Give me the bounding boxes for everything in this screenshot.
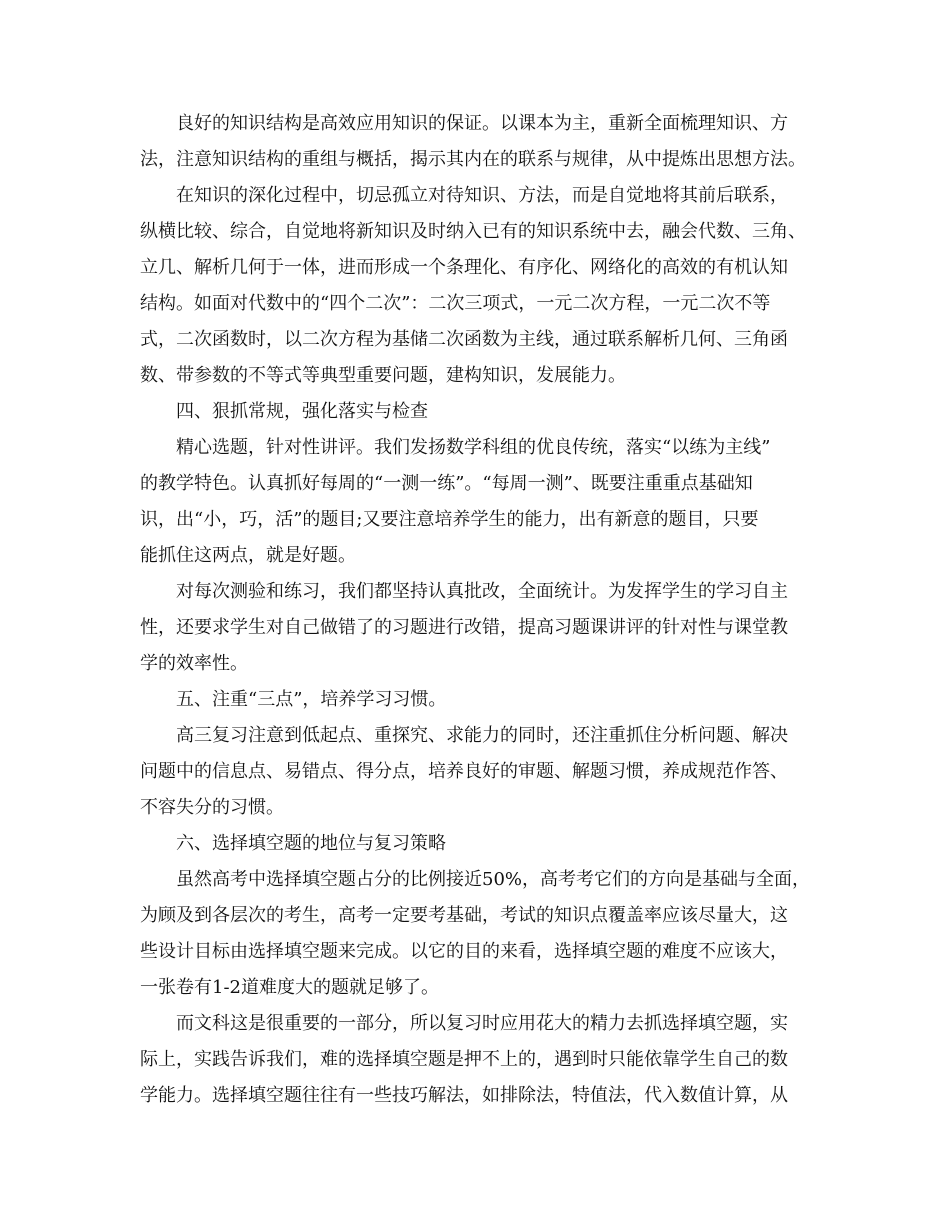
- paragraph-line: 性，还要求学生对自己做错了的习题进行改错，提高习题课讲评的针对性与课堂教: [140, 617, 788, 638]
- paragraph-line: 结构。如面对代数中的“四个二次”：二次三项式，一元二次方程，一元二次不等: [140, 293, 771, 314]
- paragraph-line: 能抓住这两点，就是好题。: [140, 545, 356, 566]
- paragraph-line: 法，注意知识结构的重组与概括，揭示其内在的联系与规律，从中提炼出思想方法。: [140, 149, 806, 170]
- paragraph-line: 而文科这是很重要的一部分，所以复习时应用花大的精力去抓选择填空题，实: [176, 1013, 788, 1034]
- section-heading: 五、注重“三点”，培养学习习惯。: [176, 689, 447, 710]
- paragraph-line: 识，出“小，巧，活”的题目;又要注意培养学生的能力，出有新意的题目，只要: [140, 509, 759, 530]
- paragraph-line: 精心选题，针对性讲评。我们发扬数学科组的优良传统，落实“以练为主线”: [176, 437, 771, 458]
- paragraph-line: 良好的知识结构是高效应用知识的保证。以课本为主，重新全面梳理知识、方: [176, 113, 788, 134]
- document-body: [140, 114, 840, 1122]
- paragraph-line: 一张卷有1-2道难度大的题就足够了。: [140, 977, 439, 998]
- paragraph-line: 的教学特色。认真抓好每周的“一测一练”。“每周一测”、既要注重重点基础知: [140, 473, 753, 494]
- paragraph-line: 问题中的信息点、易错点、得分点，培养良好的审题、解题习惯，养成规范作答、: [140, 761, 788, 782]
- paragraph-line: 虽然高考中选择填空题占分的比例接近50%，高考考它们的方向是基础与全面，: [176, 869, 811, 890]
- paragraph-line: 为顾及到各层次的考生，高考一定要考基础，考试的知识点覆盖率应该尽量大，这: [140, 905, 788, 926]
- paragraph-line: 对每次测验和练习，我们都坚持认真批改，全面统计。为发挥学生的学习自主: [176, 581, 788, 602]
- paragraph-line: 在知识的深化过程中，切忌孤立对待知识、方法，而是自觉地将其前后联系，: [176, 185, 788, 206]
- paragraph-line: 纵横比较、综合，自觉地将新知识及时纳入已有的知识系统中去，融会代数、三角、: [140, 221, 806, 242]
- paragraph-line: 际上，实践告诉我们，难的选择填空题是押不上的，遇到时只能依靠学生自己的数: [140, 1049, 788, 1070]
- paragraph-line: 高三复习注意到低起点、重探究、求能力的同时，还注重抓住分析问题、解决: [176, 725, 788, 746]
- section-heading: 四、狠抓常规，强化落实与检查: [176, 401, 428, 422]
- paragraph-line: 立几、解析几何于一体，进而形成一个条理化、有序化、网络化的高效的有机认知: [140, 257, 788, 278]
- paragraph-line: 些设计目标由选择填空题来完成。以它的目的来看，选择填空题的难度不应该大，: [140, 941, 788, 962]
- paragraph-line: 数、带参数的不等式等典型重要问题，建构知识，发展能力。: [140, 365, 626, 386]
- section-heading: 六、选择填空题的地位与复习策略: [176, 833, 446, 854]
- paragraph-line: 不容失分的习惯。: [140, 797, 284, 818]
- paragraph-line: 学能力。选择填空题往往有一些技巧解法，如排除法，特值法，代入数值计算，从: [140, 1085, 788, 1106]
- paragraph-line: 式，二次函数时，以二次方程为基储二次函数为主线，通过联系解析几何、三角函: [140, 329, 788, 350]
- paragraph-line: 学的效率性。: [140, 653, 248, 674]
